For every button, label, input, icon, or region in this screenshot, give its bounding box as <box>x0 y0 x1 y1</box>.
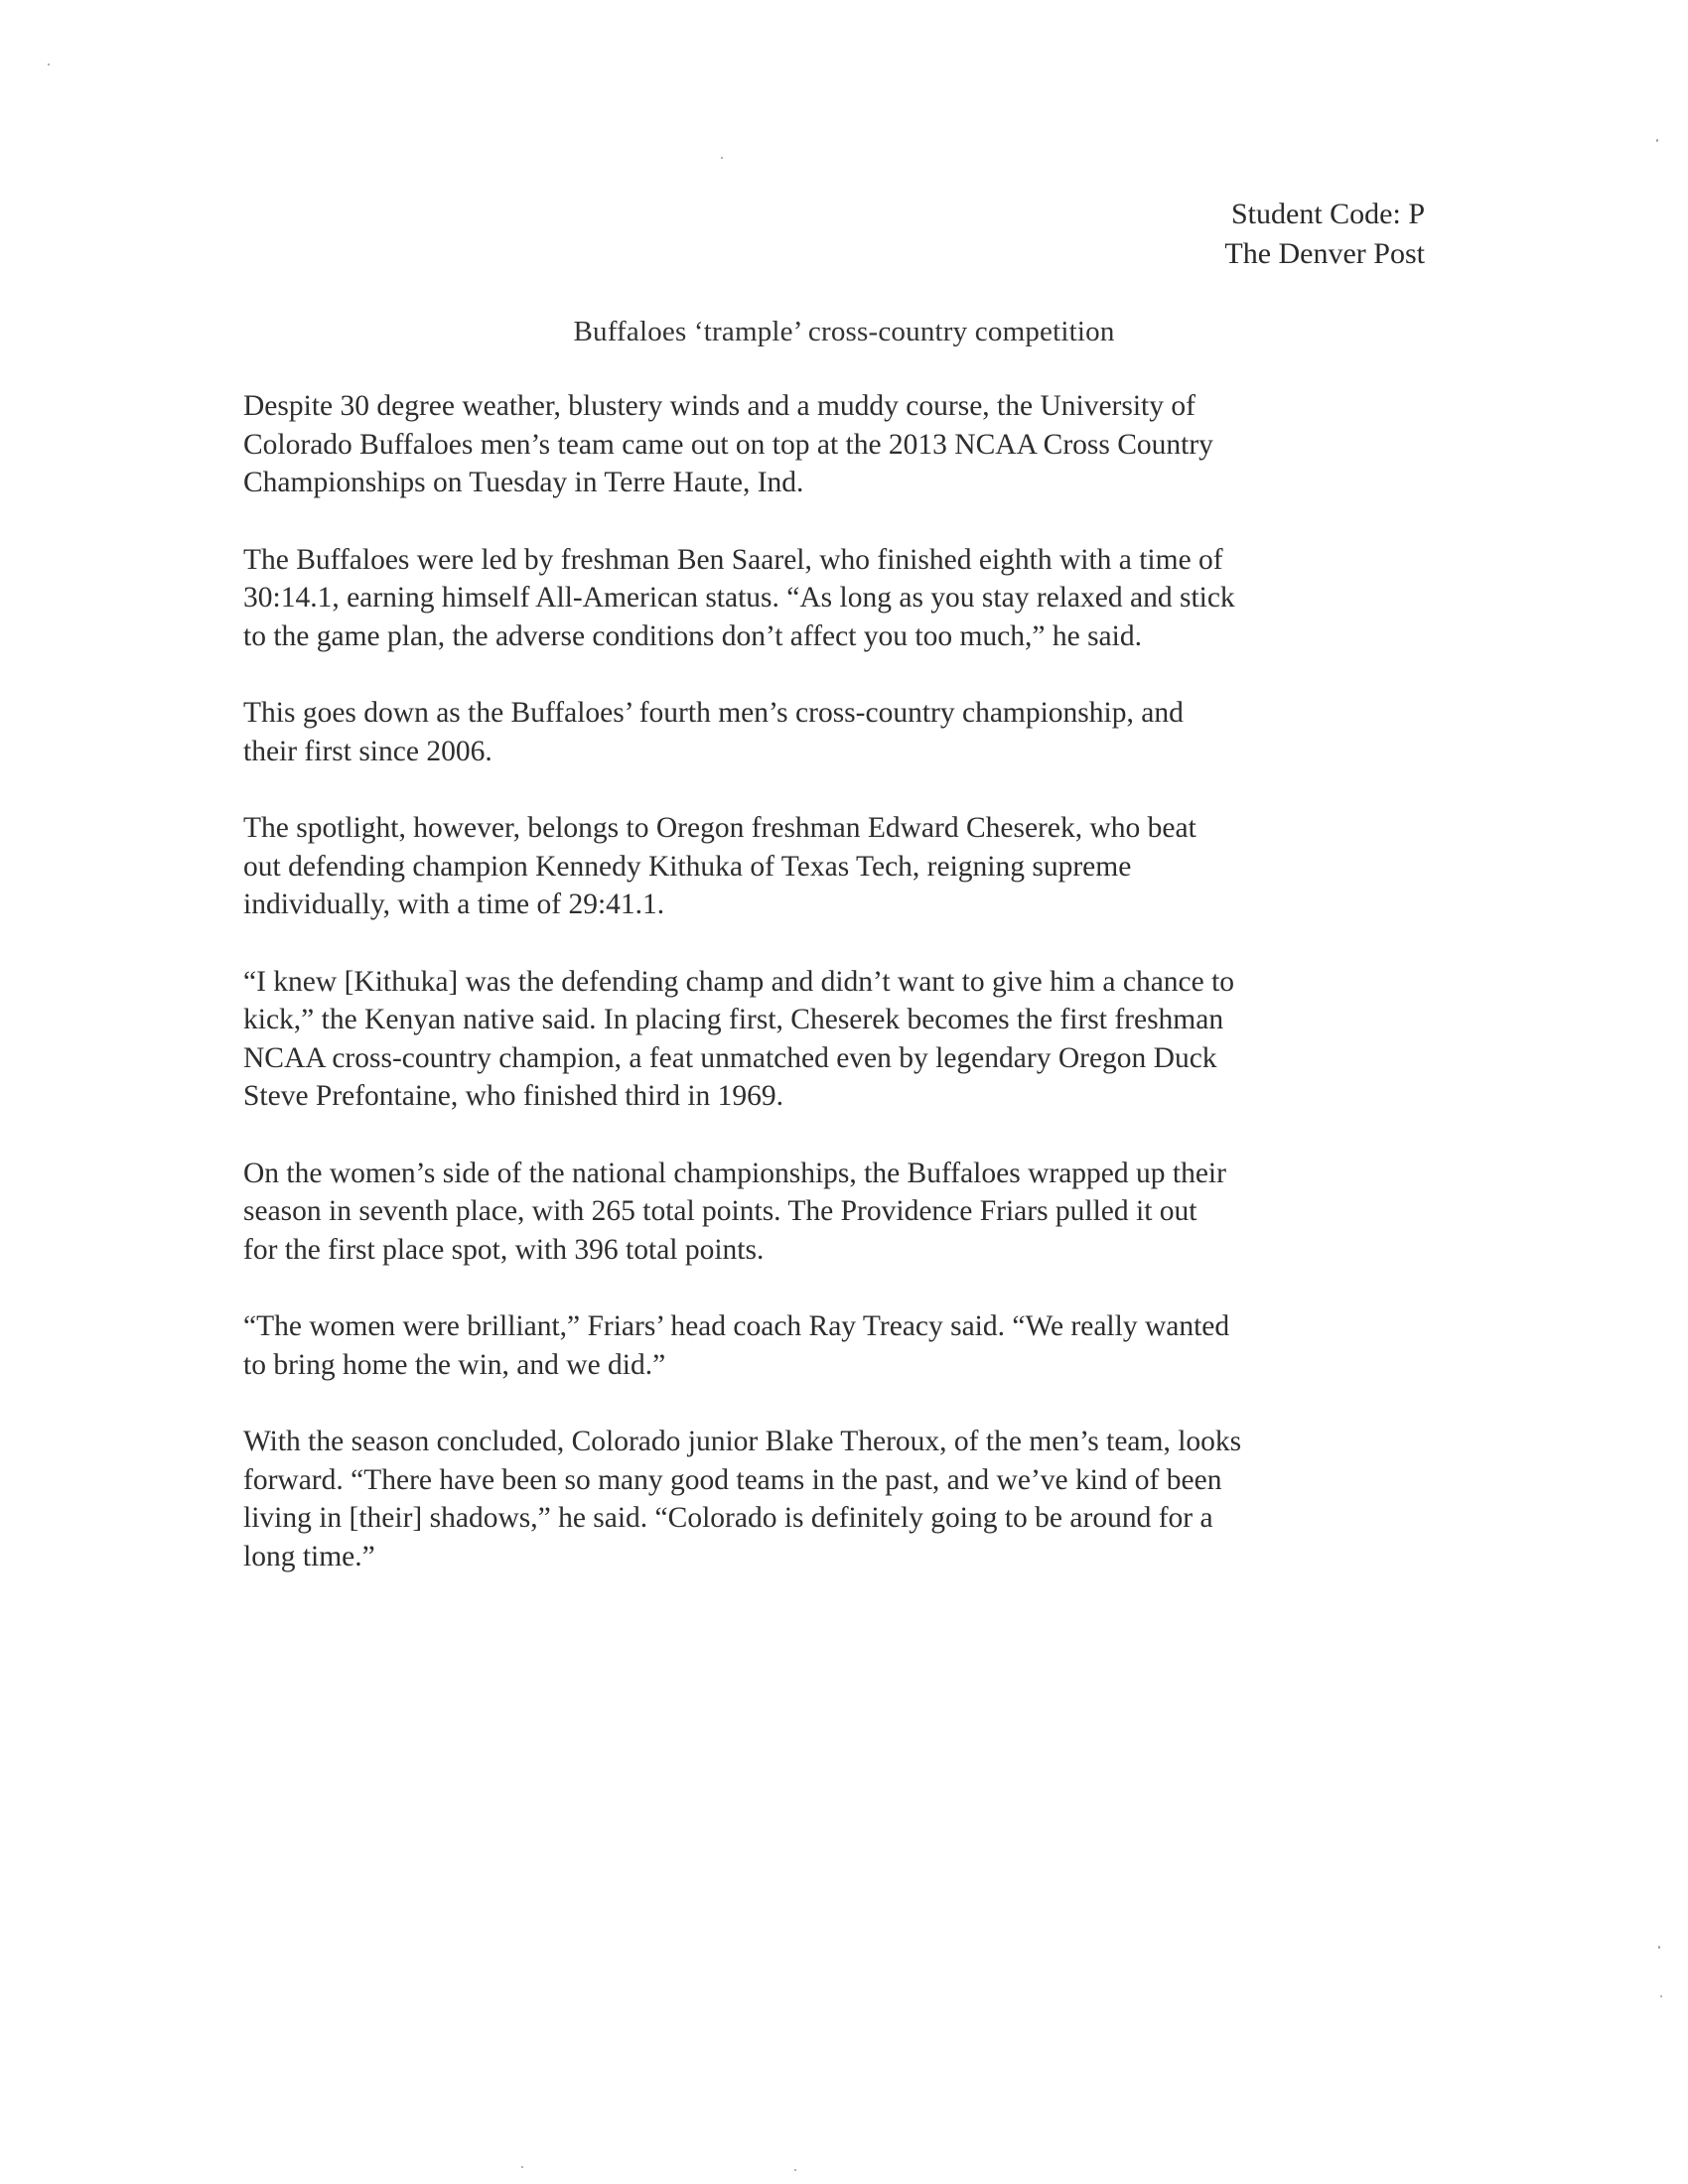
paragraph-2 <box>243 541 1420 656</box>
text-line: With the season concluded, Colorado junior Blake Theroux, of the men’s team, looks <box>243 1426 1242 1457</box>
scan-speck <box>1658 1946 1660 1949</box>
scan-speck <box>1660 1995 1662 1997</box>
scan-speck <box>48 64 50 66</box>
text-line: kick,” the Kenyan native said. In placing first, Cheserek becomes the first freshman <box>243 1004 1224 1035</box>
header-block <box>1224 195 1425 274</box>
paragraph-4 <box>243 809 1420 924</box>
scan-speck <box>1656 139 1658 142</box>
text-line: Steve Prefontaine, who finished third in 1969. <box>243 1080 784 1112</box>
text-line: to the game plan, the adverse conditions don’t affect you too much,” he said. <box>243 619 1142 652</box>
text-line: “The women were brilliant,” Friars’ head coach Ray Treacy said. “We really wanted <box>243 1310 1230 1342</box>
text-line: Colorado Buffaloes men’s team came out on top at the 2013 NCAA Cross Country <box>243 428 1213 461</box>
text-line: This goes down as the Buffaloes’ fourth men’s cross-country championship, and <box>243 697 1184 729</box>
paragraph-6 <box>243 1155 1420 1270</box>
text-line: long time.” <box>243 1540 375 1572</box>
text-line: out defending champion Kennedy Kithuka of Texas Tech, reigning supreme <box>243 850 1132 883</box>
text-line: The spotlight, however, belongs to Oregon freshman Edward Cheserek, who beat <box>243 812 1196 844</box>
paragraph-7 <box>243 1307 1420 1384</box>
article-headline: Buffaloes ‘trample’ cross-country competition <box>573 316 1115 347</box>
scan-speck <box>721 157 723 159</box>
text-line: On the women’s side of the national championships, the Buffaloes wrapped up their <box>243 1157 1226 1189</box>
text-line: Championships on Tuesday in Terre Haute, Ind. <box>243 467 804 498</box>
paragraph-5 <box>243 963 1420 1116</box>
scan-speck <box>794 2169 796 2171</box>
text-line: 30:14.1, earning himself All-American status. “As long as you stay relaxed and stick <box>243 582 1235 614</box>
text-line: The Buffaloes were led by freshman Ben Saarel, who finished eighth with a time of <box>243 543 1223 576</box>
paragraph-1 <box>243 387 1420 502</box>
text-line: Despite 30 degree weather, blustery winds and a muddy course, the University of <box>243 390 1196 422</box>
text-line: forward. “There have been so many good teams in the past, and we’ve kind of been <box>243 1463 1222 1496</box>
paragraph-8 <box>243 1423 1420 1575</box>
text-line: to bring home the win, and we did.” <box>243 1348 666 1381</box>
text-line: individually, with a time of 29:41.1. <box>243 888 665 920</box>
article-body <box>243 387 1420 1614</box>
student-code: Student Code: P <box>1230 198 1425 230</box>
scan-speck <box>521 2166 523 2168</box>
text-line: for the first place spot, with 396 total points. <box>243 1233 765 1266</box>
text-line: living in [their] shadows,” he said. “Colorado is definitely going to be around for a <box>243 1502 1213 1534</box>
text-line: their first since 2006. <box>243 735 492 767</box>
text-line: NCAA cross-country champion, a feat unmatched even by legendary Oregon Duck <box>243 1041 1217 1074</box>
text-line: “I knew [Kithuka] was the defending champ and didn’t want to give him a chance to <box>243 965 1235 998</box>
paragraph-3 <box>243 694 1420 770</box>
publication-name: The Denver Post <box>1224 237 1425 270</box>
text-line: season in seventh place, with 265 total points. The Providence Friars pulled it out <box>243 1195 1197 1227</box>
